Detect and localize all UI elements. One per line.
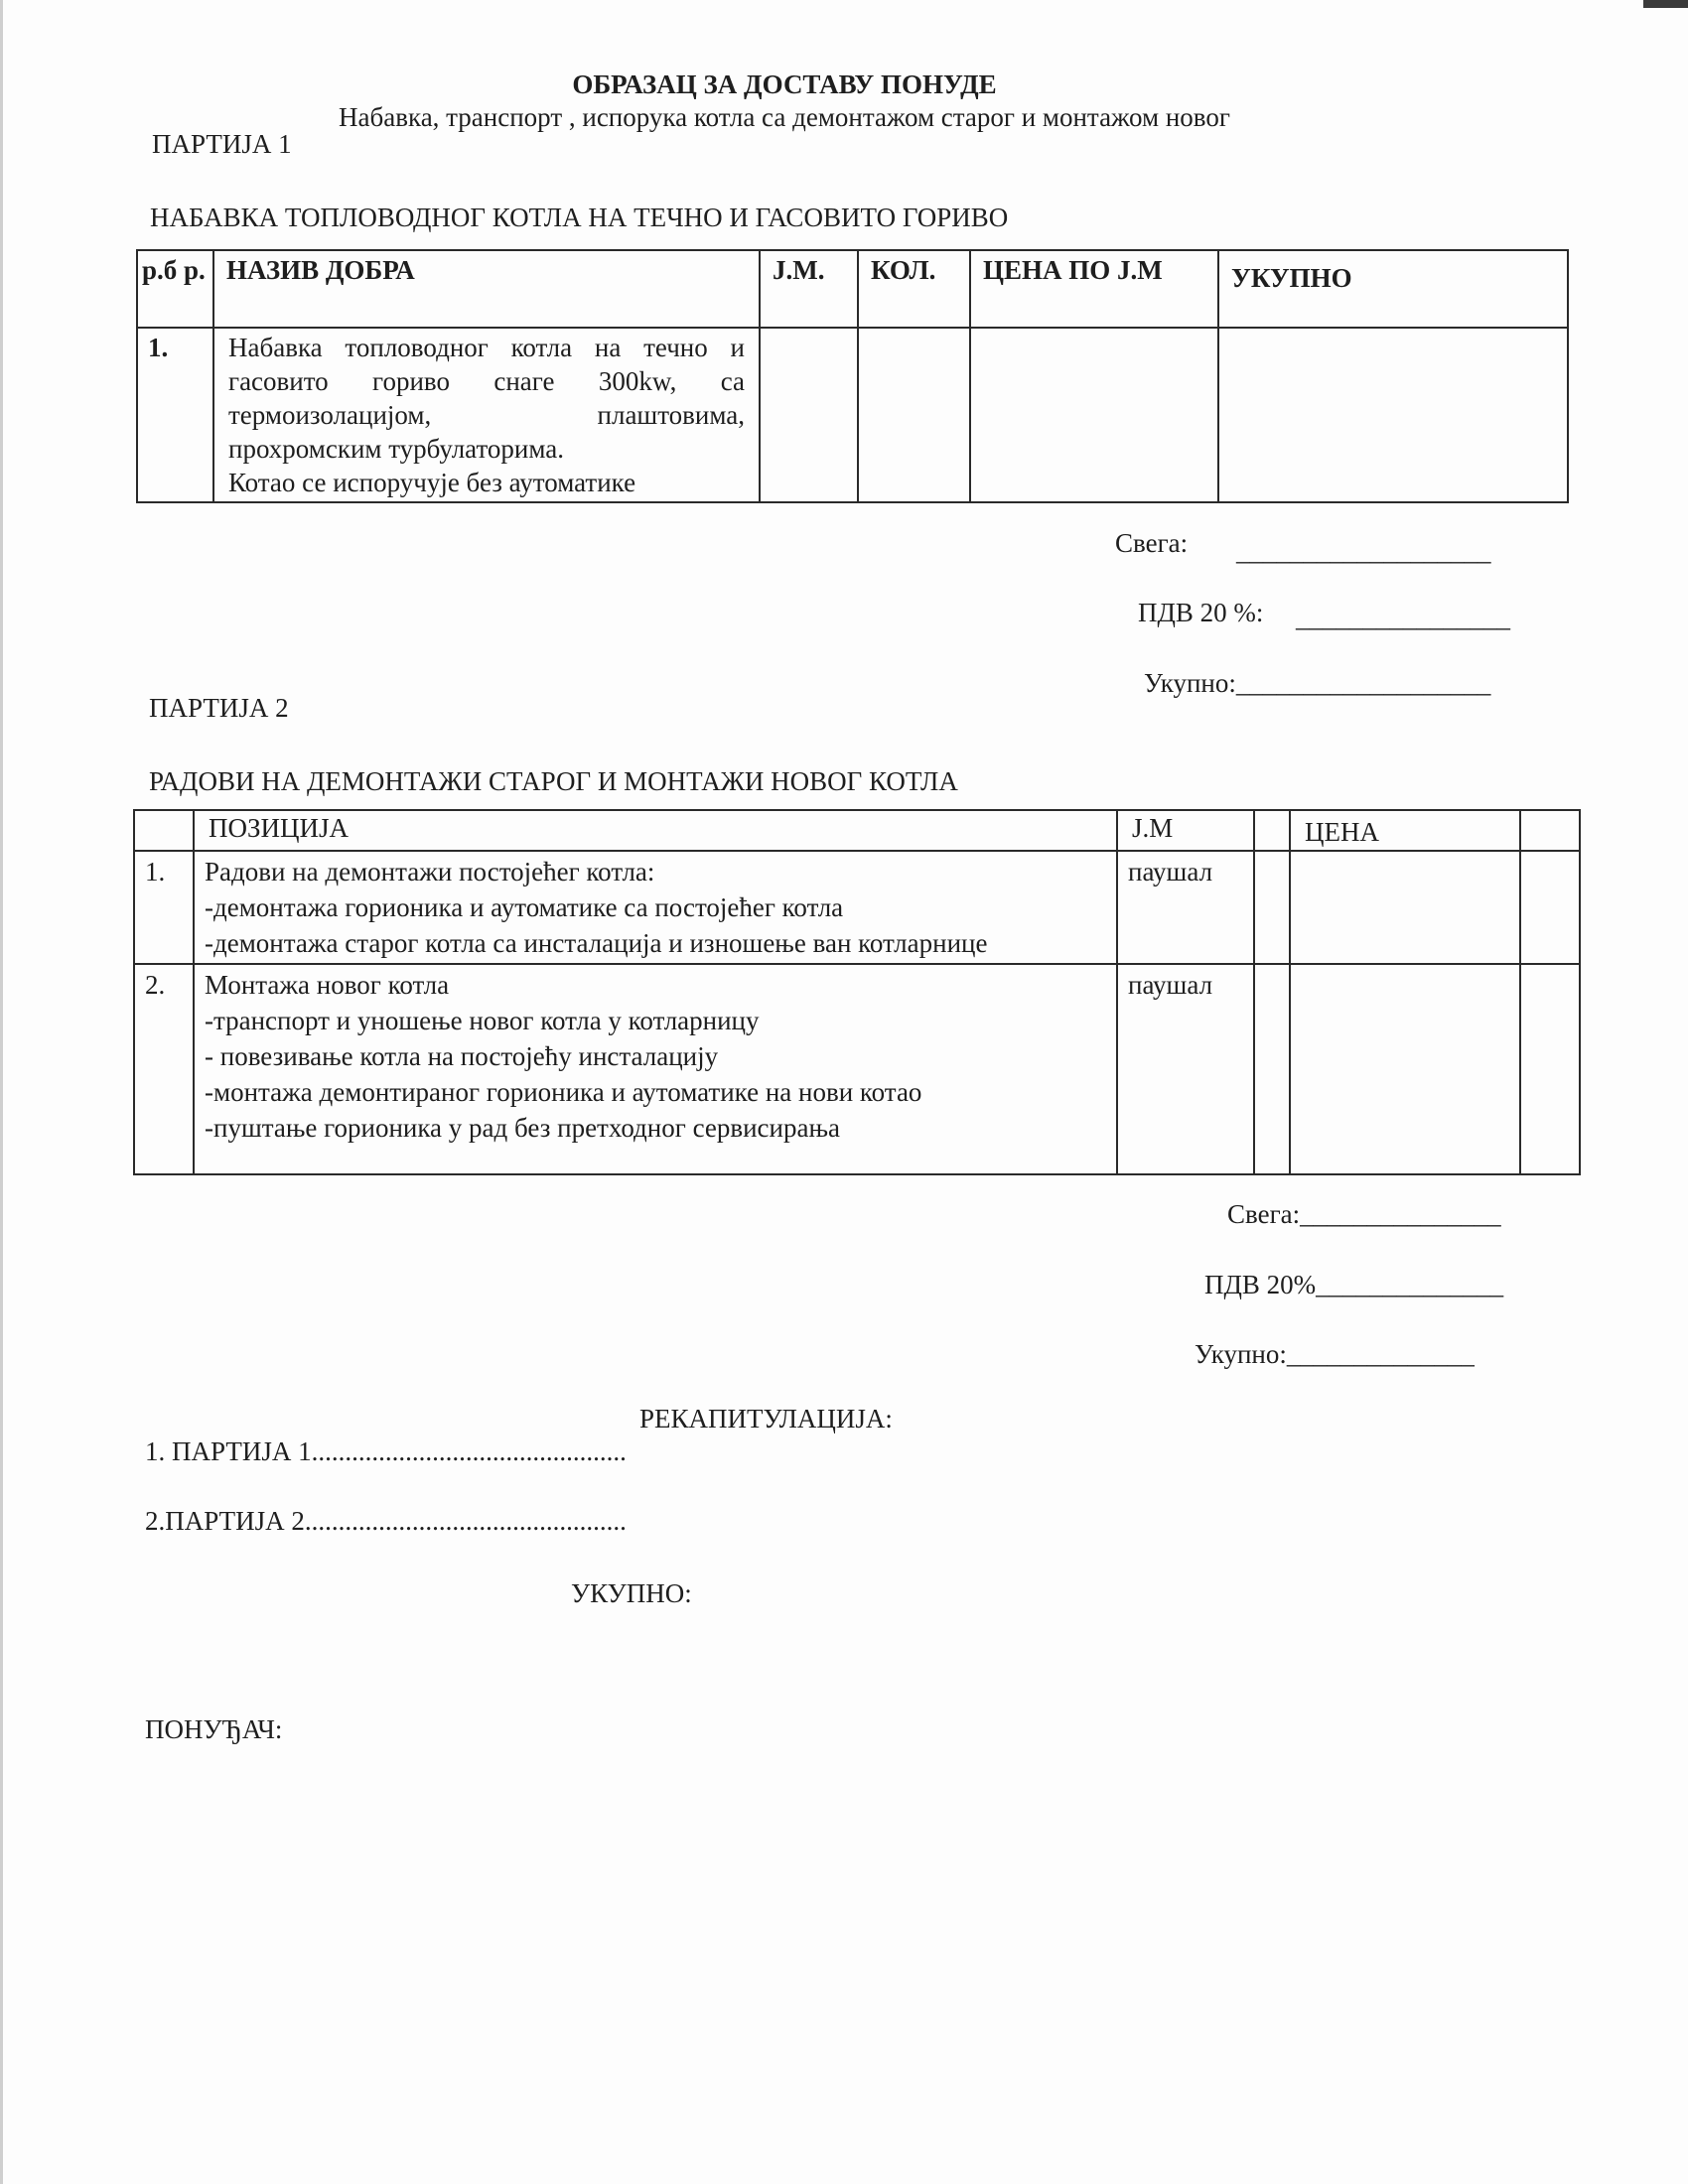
- partija1-table: [136, 249, 1569, 503]
- col-naziv-header: НАЗИВ ДОБРА: [213, 250, 760, 328]
- col-pozicija-header: ПОЗИЦИЈА: [194, 810, 1117, 851]
- row-description-cell: [213, 328, 760, 502]
- row-blank-cell: [1254, 851, 1290, 964]
- recap-partija2: 2.ПАРТИЈА 2................................................: [145, 1506, 627, 1536]
- partija1-ukupno: Укупно:___________________: [1144, 668, 1491, 698]
- col-blank-header: [1254, 810, 1290, 851]
- partija2-heading: РАДОВИ НА ДЕМОНТАЖИ СТАРОГ И МОНТАЖИ НОВОГ КОТЛА: [149, 766, 958, 796]
- row-line: - повезивање котла на постојећу инсталацију: [205, 1041, 719, 1071]
- row-pozicija-cell: [194, 964, 1117, 1174]
- row-line: Монтажа новог котла: [205, 970, 450, 1000]
- table-row: [134, 851, 1580, 964]
- row-blank-cell: [1520, 851, 1580, 964]
- ponudjac-label: ПОНУЂАЧ:: [145, 1714, 283, 1744]
- partija1-pdv-line: ________________: [1296, 603, 1510, 632]
- table-header-row: [134, 810, 1580, 851]
- col-blank-header: [1520, 810, 1580, 851]
- recap-heading: РЕКАПИТУЛАЦИЈА:: [639, 1404, 893, 1433]
- recap-partija1: 1. ПАРТИЈА 1...............................................: [145, 1436, 627, 1466]
- partija1-pdv-label: ПДВ 20 %:: [1138, 598, 1264, 627]
- row-jm-cell: паушал: [1117, 851, 1254, 964]
- row-cena-cell: [970, 328, 1218, 502]
- recap-ukupno: УКУПНО:: [571, 1578, 692, 1608]
- partija1-label: ПАРТИЈА 1: [152, 129, 292, 159]
- col-jm-header: Ј.М.: [760, 250, 858, 328]
- form-title: ОБРАЗАЦ ЗА ДОСТАВУ ПОНУДЕ: [572, 69, 997, 99]
- row-number: 1.: [134, 851, 194, 964]
- partija2-table: [133, 809, 1581, 1175]
- row-line: -демонтажа горионика и аутоматике са постојећег котла: [205, 892, 844, 922]
- row-line: -пуштање горионика у рад без претходног сервисирања: [205, 1113, 840, 1143]
- partija1-heading: НАБАВКА ТОПЛОВОДНОГ КОТЛА НА ТЕЧНО И ГАСОВИТО ГОРИВО: [150, 203, 1009, 232]
- col-kol-header: КОЛ.: [858, 250, 970, 328]
- table-header-row: [137, 250, 1568, 328]
- row-kol-cell: [858, 328, 970, 502]
- col-cena-header: ЦЕНА ПО Ј.М: [970, 250, 1218, 328]
- row-jm-cell: паушал: [1117, 964, 1254, 1174]
- row-number: 1.: [137, 328, 213, 502]
- row-description: Набавка топловодног котла на течно и гасовито гориво снаге 300kw, са термоизолацијом, плаштовима, прохромским турбулаторима.: [228, 333, 745, 464]
- partija2-label: ПАРТИЈА 2: [149, 693, 289, 723]
- row-blank-cell: [1520, 964, 1580, 1174]
- row-note: Котао се испоручује без аутоматике: [228, 468, 636, 497]
- row-pozicija-cell: [194, 851, 1117, 964]
- row-jm-cell: [760, 328, 858, 502]
- row-line: -транспорт и уношење новог котла у котларницу: [205, 1006, 760, 1035]
- row-number: 2.: [134, 964, 194, 1174]
- col-ukupno-header: УКУПНО: [1218, 250, 1568, 328]
- partija2-svega: Свега:_______________: [1227, 1199, 1501, 1229]
- scan-edge: [0, 0, 3, 2184]
- row-cena-cell: [1290, 851, 1520, 964]
- col-rb-header: [134, 810, 194, 851]
- form-subtitle: Набавка, транспорт , испорука котла са демонтажом старог и монтажом новог: [339, 102, 1230, 132]
- table-row: [137, 328, 1568, 502]
- table-row: [134, 964, 1580, 1174]
- partija1-svega-label: Свега:: [1115, 528, 1189, 558]
- partija1-svega-line: ___________________: [1236, 536, 1491, 566]
- row-line: Радови на демонтажи постојећег котла:: [205, 857, 655, 887]
- col-jm-header: Ј.М: [1117, 810, 1254, 851]
- col-cena-header: ЦЕНА: [1290, 810, 1520, 851]
- col-rb-header: р.б р.: [137, 250, 213, 328]
- row-cena-cell: [1290, 964, 1520, 1174]
- scan-corner-mark: [1643, 0, 1688, 8]
- row-blank-cell: [1254, 964, 1290, 1174]
- partija2-ukupno: Укупно:______________: [1195, 1339, 1475, 1369]
- row-line: -демонтажа старог котла са инсталација и изношење ван котларнице: [205, 928, 988, 958]
- row-line: -монтажа демонтираног горионика и аутоматике на нови котао: [205, 1077, 922, 1107]
- partija2-pdv: ПДВ 20%______________: [1204, 1270, 1504, 1299]
- row-ukupno-cell: [1218, 328, 1568, 502]
